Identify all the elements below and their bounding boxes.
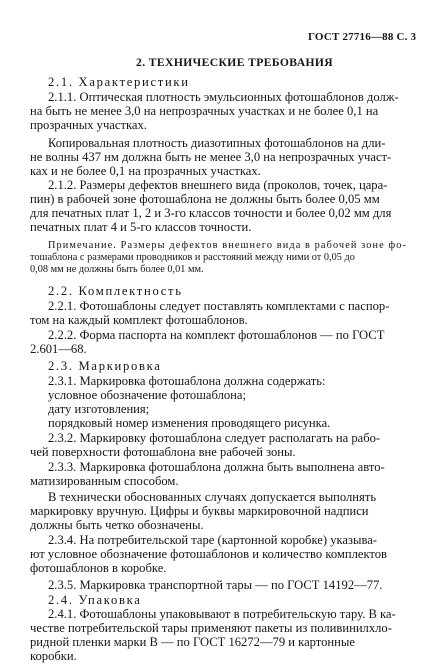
text-line: 2.3.3. Маркировка фотошаблона должна быть выполнена авто- [48,460,385,474]
text-line: дату изготовления; [48,402,150,416]
text-line: 2.3.2. Маркировку фотошаблона следует располагать на рабо- [48,431,381,445]
text-line: печатных плат 4 и 5-го классов точности. [30,220,252,234]
text-line: условное обозначение фотошаблона; [48,388,247,402]
subsection-heading: 2.2. Комплектность [48,284,183,298]
text-line: ридной пленки марки В — по ГОСТ 16272—79 и картонные [30,635,355,649]
text-line: на быть не менее 3,0 на непрозрачных участках и не более 0,1 на [30,104,379,118]
note-line: Примечание. Размеры дефектов внешнего вида в рабочей зоне фо- [48,240,408,251]
text-line: В технически обоснованных случаях допускается выполнять [48,490,377,504]
subsection-heading: 2.3. Маркировка [48,359,162,373]
text-line: 2.1.1. Оптическая плотность эмульсионных фотошаблонов долж- [48,90,399,104]
text-line: 2.4.1. Фотошаблоны упаковывают в потребительскую тару. В ка- [48,607,396,621]
note-line: 0,08 мм не должны быть более 0,01 мм. [30,264,204,275]
text-line: 2.601—68. [30,342,87,356]
text-line: 2.3.1. Маркировка фотошаблона должна содержать: [48,374,326,388]
text-line: 2.1.2. Размеры дефектов внешнего вида (проколов, точек, цара- [48,178,388,192]
text-line: матизированным способом. [30,474,179,488]
text-line: пин) в рабочей зоне фотошаблона не должны быть более 0,05 мм [30,192,380,206]
text-line: чей поверхности фотошаблона вне рабочей зоны. [30,445,296,459]
text-line: порядковый номер изменения проводящего рисунка. [48,416,331,430]
text-line: том на каждый комплект фотошаблонов. [30,313,248,327]
text-line: маркировку вручную. Цифры и буквы маркировочной надписи [30,504,369,518]
text-line: не волны 437 нм должна быть не менее 3,0 на непрозрачных участ- [30,150,392,164]
text-line: коробки. [30,649,77,663]
text-line: 2.2.1. Фотошаблоны следует поставлять комплектами с паспор- [48,299,390,313]
text-line: 2.3.4. На потребительской таре (картонной коробке) указыва- [48,533,378,547]
text-line: 2.2.2. Форма паспорта на комплект фотошаблонов — по ГОСТ [48,328,385,342]
page-header: ГОСТ 27716—88 С. 3 [308,31,417,43]
text-line: ках и не более 0,1 на прозрачных участках. [30,164,261,178]
text-line: прозрачных участках. [30,118,147,132]
text-line: должны быть четко обозначены. [30,518,204,532]
text-line: ют условное обозначение фотошаблонов и количество комплектов [30,547,388,561]
section-title: 2. ТЕХНИЧЕСКИЕ ТРЕБОВАНИЯ [136,56,334,69]
note-line: тошаблона с размерами проводников и расстояний между ними от 0,05 до [30,252,355,263]
text-line: для печатных плат 1, 2 и 3-го классов точности и более 0,02 мм для [30,206,392,220]
text-line: фотошаблонов в коробке. [30,561,167,575]
subsection-heading: 2.4. Упаковка [48,593,142,607]
subsection-heading: 2.1. Характеристики [48,75,190,89]
text-line: честве потребительской тары применяют пакеты из поливинилхло- [30,621,392,635]
text-line: Копировальная плотность диазотипных фотошаблонов на дли- [48,136,386,150]
text-line: 2.3.5. Маркировка транспортной тары — по ГОСТ 14192—77. [48,578,383,592]
